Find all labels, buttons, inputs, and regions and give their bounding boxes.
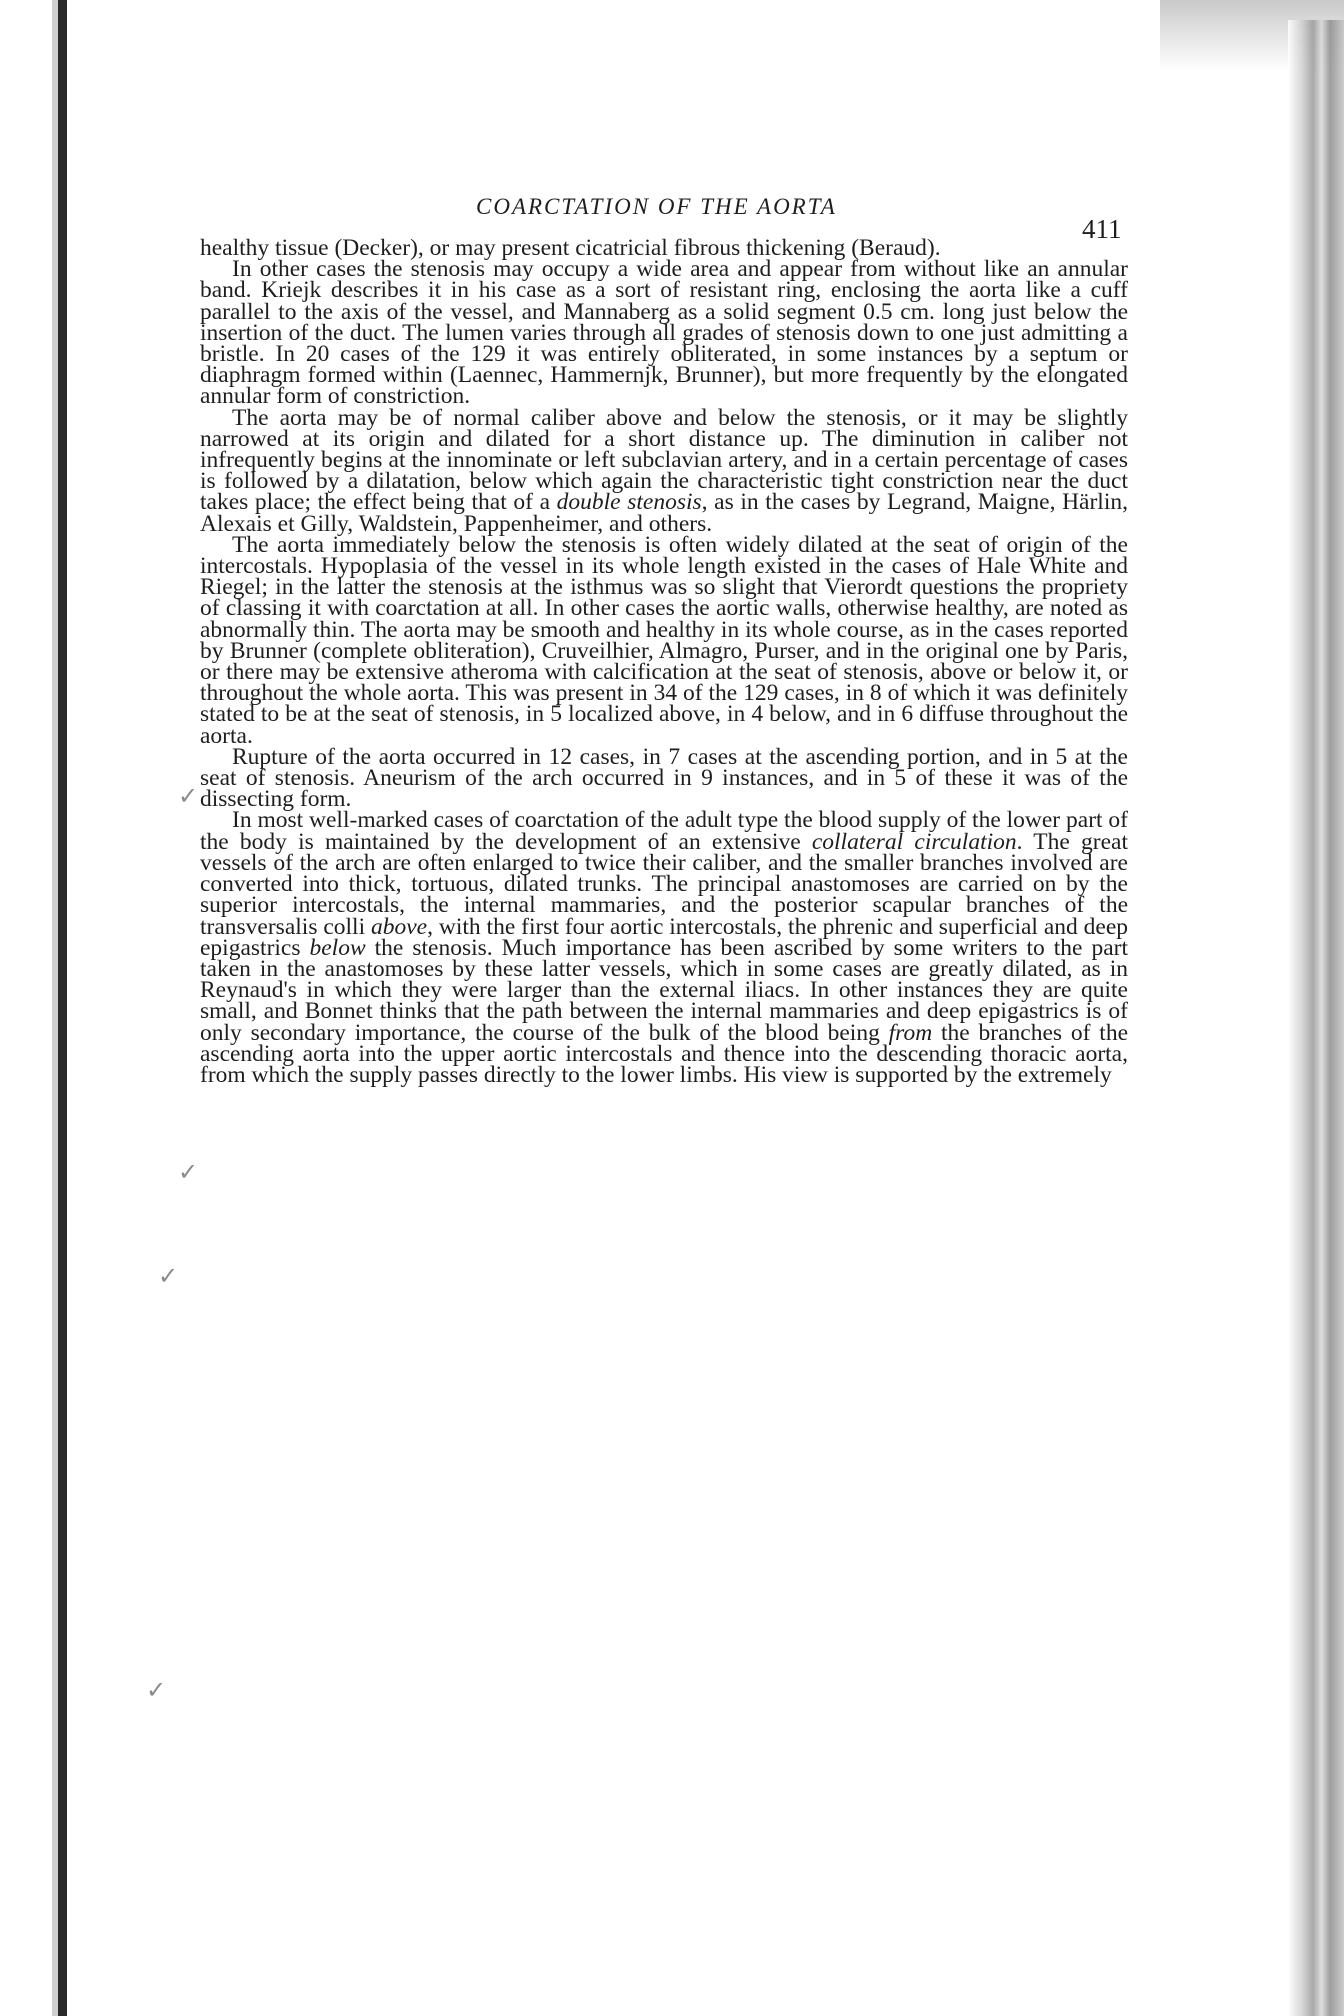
paragraph: [200, 807, 1128, 1088]
margin-check-mark: ✓: [146, 1676, 167, 1704]
book-page: [200, 180, 1200, 1088]
paragraph-text: the branches of the ascending aorta into the upper aortic intercostals and thence into the descending thoracic aorta, from which the supply passes directly to the lower limbs. His view is supported by the extremely: [200, 1019, 1128, 1088]
paragraph-text: , with the first four aortic intercostals, the phrenic and superficial and deep epigastrics: [200, 913, 1128, 961]
margin-check-mark: ✓: [178, 782, 199, 810]
paragraph: [200, 404, 1128, 537]
italic-text: collateral circulation: [811, 828, 1017, 855]
running-title: COARCTATION OF THE AORTA: [476, 194, 837, 219]
paragraph-text: healthy tissue (Decker), or may present cicatricial fibrous thickening (Beraud).: [200, 235, 941, 261]
margin-check-mark: ✓: [158, 1262, 179, 1290]
paragraph-text: The aorta immediately below the stenosis is often widely dilated at the seat of origin of the intercostals. Hypoplasia of the vessel in its whole length existed in the cases of Hale White and Riegel; in the latter the stenosis at the isthmus was so slight that Vierordt questions the propriety of classing it with coarctation at all. In other cases the aortic walls, otherwise healthy, are noted as abnormally thin. The aorta may be smooth and healthy in its whole course, as in the cases reported by Brunner (complete obliteration), Cruveilhier, Almagro, Purser, and in the original one by Paris, or there may be extensive atheroma with calcification at the seat of stenosis, above or below it, or throughout the whole aorta. This was present in 34 of the 129 cases, in 8 of which it was definitely stated to be at the seat of stenosis, in 5 localized above, in 4 below, and in 6 diffuse throughout the aorta.: [200, 531, 1128, 749]
margin-check-mark: ✓: [178, 1158, 199, 1186]
paragraph: [200, 256, 1128, 410]
paragraph-text: The aorta may be of normal caliber above and below the stenosis, or it may be slightly narrowed at its origin and dilated for a short distance up. The diminution in caliber not infrequently begins at the innominate or left subclavian artery, and in a certain percentage of cases is followed by a dilatation, below which again the characteristic tight constriction near the duct takes place; the effect being that of a: [200, 404, 1128, 516]
paragraph-text: In other cases the stenosis may occupy a wide area and appear from without like an annular band. Kriejk describes it in his case as a sort of resistant ring, enclosing the aorta like a cuff parallel to the axis of the vessel, and Mannaberg as a solid segment 0.5 cm. long just below the insertion of the duct. The lumen varies through all grades of stenosis down to one just admitting a bristle. In 20 cases of the 129 it was entirely obliterated, in some instances by a septum or diaphragm formed within (Laennec, Hammernjk, Brunner), but more frequently by the elongated annular form of constriction.: [200, 256, 1128, 410]
paragraph-text: In most well-marked cases of coarctation of the adult type the blood supply of the lower part of the body is maintained by the development of an extensive: [200, 807, 1128, 855]
italic-text: from: [888, 1019, 933, 1046]
binding-edge: [58, 0, 67, 2016]
body-text: [200, 235, 1128, 1088]
page-number: 411: [1082, 214, 1122, 244]
page-stack-edge: [1288, 20, 1344, 2016]
paragraph: [200, 531, 1128, 749]
paragraph-text: , as in the cases by Legrand, Maigne, Härlin, Alexais et Gilly, Waldstein, Pappenheimer, and others.: [200, 489, 1128, 537]
paragraph-text: the stenosis. Much importance has been ascribed by some writers to the part taken in the anastomoses by these latter vessels, which in some cases are greatly dilated, as in Reynaud's in which they were larger than the external iliacs. In other instances they are quite small, and Bonnet thinks that the path between the internal mammaries and deep epigastrics is of only secondary importance, the course of the bulk of the blood being: [200, 934, 1128, 1046]
paragraph-text: Rupture of the aorta occurred in 12 cases, in 7 cases at the ascending portion, and in 5 at the seat of stenosis. Aneurism of the arch occurred in 9 instances, and in 5 of these it was of the dissecting form.: [200, 743, 1128, 813]
italic-text: below: [309, 934, 366, 961]
paragraph: [200, 743, 1128, 813]
italic-text: above: [371, 913, 428, 940]
paragraph-text: . The great vessels of the arch are often enlarged to twice their caliber, and the smaller branches involved are converted into thick, tortuous, dilated trunks. The principal anastomoses are carried on by the superior intercostals, the internal mammaries, and the posterior scapular branches of the transversalis colli: [200, 828, 1128, 940]
italic-text: double stenosis: [556, 489, 702, 516]
page-header: [200, 180, 1200, 244]
